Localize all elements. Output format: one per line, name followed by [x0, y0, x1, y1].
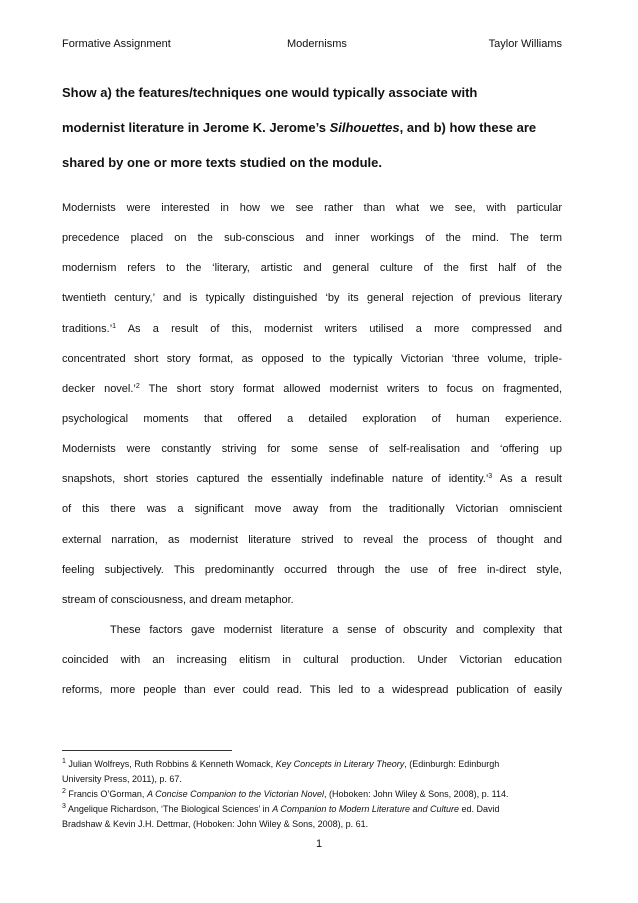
question-work-title: Silhouettes [329, 120, 400, 135]
footnote-ref-2[interactable]: 2 [135, 382, 140, 390]
footnote-2 [62, 787, 562, 802]
body-line: external narration, as modernist literature strived to reveal the process of thought and [62, 533, 562, 546]
footnote-1 [62, 757, 562, 772]
body-line: precedence placed on the sub-conscious and inner workings of the mind. The term [62, 232, 562, 245]
body-line: feeling subjectively. This predominantly occurred through the use of free in-direct style, [62, 563, 562, 576]
body-line: twentieth century,’ and is typically distinguished ‘by its general rejection of previous literary [62, 292, 562, 305]
footnote-1-continued: University Press, 2011), p. 67. [62, 774, 182, 784]
body-line [62, 464, 562, 494]
footnotes [62, 757, 562, 832]
footnote-3-continued: Bradshaw & Kevin J.H. Dettmar, (Hoboken: John Wiley & Sons, 2008), p. 61. [62, 819, 369, 829]
body-line: coincided with an increasing elitism in cultural production. Under Victorian education [62, 654, 562, 667]
body-line: psychological moments that offered a detailed exploration of human experience. [62, 412, 562, 425]
question-line-1: Show a) the features/techniques one would typically associate with [62, 85, 478, 100]
footnote-book-title: A Concise Companion to the Victorian Novel [146, 789, 325, 799]
body-line-text: As a result [492, 473, 562, 486]
footnote-number: 3 [62, 803, 66, 810]
question-line-2-text: modernist literature in Jerome K. Jerome’s [62, 120, 330, 135]
body-line-text: snapshots, short stories captured the essentially indefinable nature of identity.’ [62, 473, 489, 486]
body-line: These factors gave modernist literature a sense of obscurity and complexity that [110, 623, 562, 636]
body-line-text: traditions.’ [62, 322, 113, 335]
question-line-2 [62, 110, 562, 145]
footnote-text: Francis O’Gorman, [65, 789, 147, 799]
body-line [62, 374, 562, 404]
footnote-book-title: Key Concepts in Literary Theory [275, 759, 405, 769]
question-line-3: shared by one or more texts studied on the module. [62, 155, 382, 170]
body-line [62, 314, 562, 344]
body-line: reforms, more people than ever could read. This led to a widespread publication of easily [62, 684, 562, 697]
body-line-text: decker novel.’ [62, 382, 136, 395]
question-line-2-end: , and b) how these are [399, 120, 537, 135]
body-line: stream of consciousness, and dream metaphor. [62, 593, 294, 606]
essay-body [62, 193, 562, 705]
body-line: Modernists were interested in how we see rather than what we see, with particular [62, 202, 562, 214]
footnote-book-title: A Companion to Modern Literature and Culture [272, 804, 459, 814]
footnote-text: Angelique Richardson, ‘The Biological Sciences’ in [65, 804, 273, 814]
footnote-number: 2 [62, 788, 66, 795]
footnote-text: Julian Wolfreys, Ruth Robbins & Kenneth Womack, [65, 759, 276, 769]
body-line: concentrated short story format, as opposed to the typically Victorian ‘three volume, triple- [62, 352, 562, 365]
body-line: modernism refers to the ‘literary, artistic and general culture of the first half of the [62, 262, 562, 275]
body-line-text: The short story format allowed modernist writers to focus on fragmented, [139, 382, 562, 395]
page-number: 1 [315, 838, 323, 850]
body-line-text: As a result of this, modernist writers utilised a more compressed and [116, 322, 562, 335]
body-line: of this there was a significant move away from the traditionally Victorian omniscient [62, 503, 562, 516]
footnote-text: ed. David [458, 804, 500, 814]
footnote-3 [62, 802, 562, 817]
footnote-separator [62, 750, 232, 751]
footnote-number: 1 [62, 758, 66, 765]
assignment-question [62, 75, 562, 180]
footnote-text: , (Edinburgh: Edinburgh [404, 759, 500, 769]
header-module-title: Modernisms [287, 38, 347, 50]
footnote-ref-3[interactable]: 3 [488, 473, 493, 481]
footnote-ref-1[interactable]: 1 [112, 322, 117, 330]
header-course-label: Formative Assignment [62, 38, 171, 50]
footnote-text: , (Hoboken: John Wiley & Sons, 2008), p. 114. [324, 789, 509, 799]
body-line: Modernists were constantly striving for some sense of self-realisation and ‘offering up [62, 443, 562, 456]
header-author-name: Taylor Williams [488, 38, 562, 50]
